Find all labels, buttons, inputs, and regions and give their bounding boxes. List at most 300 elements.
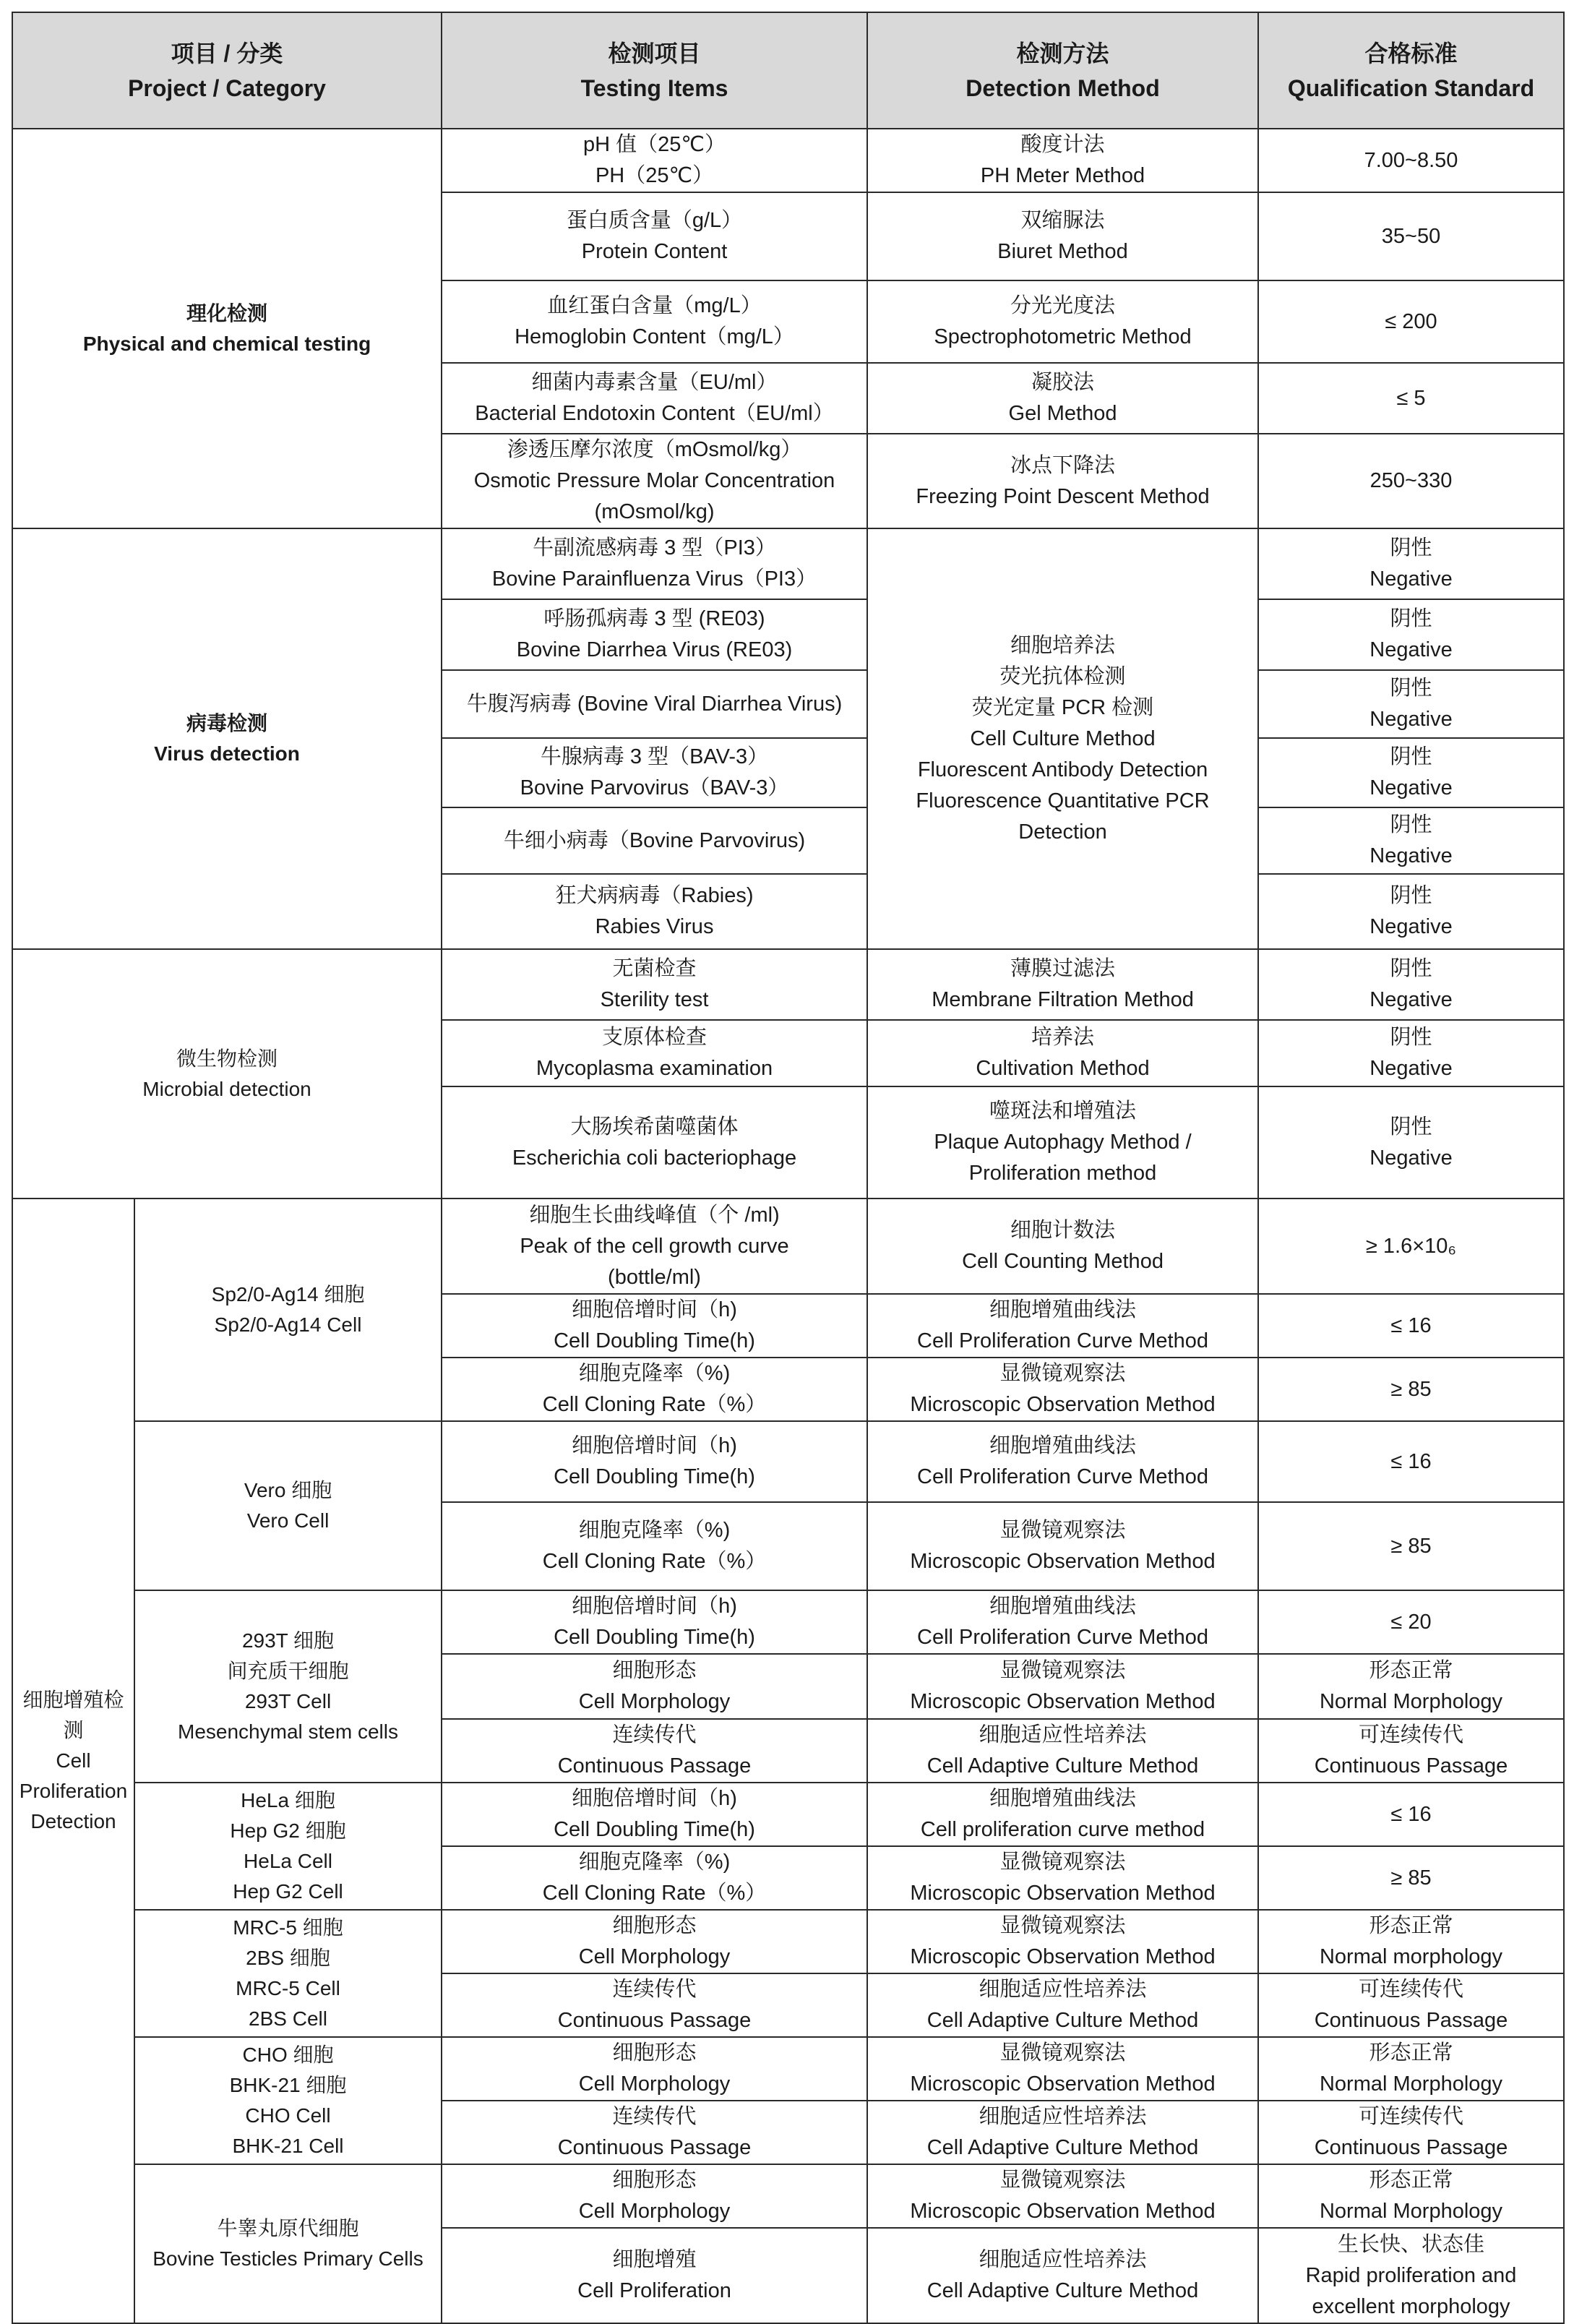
- qualification-standard-cell: [1258, 1654, 1564, 1719]
- qualification-standard-cell: [1258, 874, 1564, 949]
- detection-method-cell: [867, 1502, 1258, 1590]
- table-row: [12, 1783, 1564, 1846]
- detection-method-cell: [867, 1421, 1258, 1502]
- testing-item-cell-line: 细胞生长曲线峰值（个 /ml): [529, 1203, 780, 1227]
- qualification-standard-cell-line: 可连续传代: [1359, 1978, 1464, 2001]
- detection-method-cell-line: PH Meter Method: [980, 164, 1145, 187]
- testing-item-cell-line: 连续传代: [612, 1723, 697, 1746]
- subcategory-cell-line: CHO Cell: [245, 2104, 331, 2127]
- testing-item-cell-line: Cell Morphology: [578, 1690, 731, 1713]
- qualification-standard-cell-line: Rapid proliferation and: [1305, 2263, 1517, 2287]
- qualification-standard-cell-line: ≥ 85: [1390, 1866, 1432, 1890]
- qualification-standard-cell-line: Negative: [1369, 1146, 1453, 1170]
- detection-method-cell: [867, 1199, 1258, 1294]
- header-row: [12, 12, 1564, 129]
- subcategory-cell-line: HeLa 细胞: [241, 1789, 335, 1811]
- table-row: [12, 1590, 1564, 1654]
- qualification-standard-cell: [1258, 2101, 1564, 2164]
- category-cell-line: Cell Proliferation Detection: [19, 1749, 128, 1832]
- detection-method-cell-line: Gel Method: [1008, 402, 1117, 425]
- testing-item-cell: [442, 1783, 867, 1846]
- category-cell: [12, 528, 442, 949]
- testing-item-cell-line: 细胞克隆率（%): [578, 1519, 731, 1542]
- detection-method-cell-line: 细胞适应性培养法: [979, 1978, 1147, 2001]
- qualification-standard-cell: [1258, 599, 1564, 670]
- qualification-standard-cell-line: ≤ 16: [1390, 1313, 1432, 1337]
- detection-method-cell-line: Biuret Method: [997, 240, 1128, 263]
- testing-item-cell-line: Continuous Passage: [557, 2009, 752, 2032]
- header-category: [12, 12, 442, 129]
- detection-method-cell-line: Cell Adaptive Culture Method: [926, 2279, 1199, 2302]
- header-category-en: Project / Category: [128, 74, 326, 101]
- testing-item-cell-line: 牛副流感病毒 3 型（PI3）: [533, 536, 776, 559]
- testing-item-cell-line: 大肠埃希菌噬菌体: [570, 1115, 739, 1139]
- detection-method-cell: [867, 1086, 1258, 1199]
- testing-item-cell-line: Cell Cloning Rate（%）: [542, 1393, 767, 1416]
- detection-method-cell: [867, 1719, 1258, 1783]
- qualification-standard-cell: [1258, 1590, 1564, 1654]
- subcategory-cell-line: CHO 细胞: [242, 2044, 334, 2066]
- subcategory-cell-line: 2BS Cell: [249, 2007, 327, 2030]
- detection-method-cell: [867, 2228, 1258, 2323]
- testing-item-cell: [442, 1590, 867, 1654]
- testing-item-cell-line: Cell Doubling Time(h): [554, 1465, 755, 1488]
- testing-item-cell-line: Bovine Parainfluenza Virus（PI3）: [491, 567, 817, 591]
- testing-item-cell-line: 细胞倍增时间（h): [572, 1434, 737, 1457]
- detection-method-cell: [867, 434, 1258, 528]
- qualification-standard-cell: [1258, 1086, 1564, 1199]
- testing-item-cell-line: Peak of the cell growth curve: [520, 1234, 789, 1258]
- qualification-standard-cell: [1258, 1719, 1564, 1783]
- qualification-standard-cell-line: 250~330: [1369, 469, 1453, 492]
- qualification-standard-cell: [1258, 363, 1564, 434]
- subcategory-cell-line: Sp2/0-Ag14 细胞: [211, 1283, 365, 1305]
- qualification-standard-cell-line: Negative: [1369, 1057, 1453, 1080]
- table-row: [12, 1910, 1564, 1973]
- detection-method-cell-line: Proliferation method: [968, 1162, 1157, 1185]
- subcategory-cell: [134, 1783, 442, 1910]
- detection-method-cell-line: 显微镜观察法: [999, 1519, 1126, 1542]
- testing-item-cell: [442, 1421, 867, 1502]
- subcategory-cell-line: Hep G2 细胞: [230, 1819, 346, 1842]
- detection-method-cell-line: Cell Adaptive Culture Method: [926, 2136, 1199, 2159]
- detection-method-cell: [867, 363, 1258, 434]
- subcategory-cell: [134, 2037, 442, 2164]
- testing-item-cell: [442, 1294, 867, 1358]
- qualification-standard-cell-line: 阴性: [1390, 957, 1432, 980]
- detection-method-cell-line: 凝胶法: [1031, 371, 1095, 394]
- detection-method-cell-line: Microscopic Observation Method: [910, 2200, 1216, 2223]
- qualification-standard-cell: [1258, 1502, 1564, 1590]
- testing-item-cell-line: Sterility test: [600, 988, 709, 1011]
- testing-item-cell: [442, 2101, 867, 2164]
- qualification-standard-cell: [1258, 1020, 1564, 1086]
- testing-item-cell-line: 牛细小病毒（Bovine Parvovirus): [503, 828, 806, 852]
- testing-item-cell-line: Cell Doubling Time(h): [554, 1329, 755, 1352]
- qualification-standard-cell: [1258, 1421, 1564, 1502]
- qualification-standard-cell-line: Negative: [1369, 708, 1453, 731]
- category-cell-line: Physical and chemical testing: [82, 332, 371, 355]
- detection-method-cell-line: 薄膜过滤法: [1010, 957, 1116, 980]
- testing-item-cell: [442, 1086, 867, 1199]
- header-standard-zh: 合格标准: [1364, 40, 1458, 67]
- testing-item-cell-line: 呼肠孤病毒 3 型 (RE03): [543, 607, 765, 630]
- detection-method-cell-line: Cell proliferation curve method: [920, 1818, 1205, 1841]
- detection-method-cell-line: 显微镜观察法: [999, 1362, 1126, 1385]
- testing-item-cell: [442, 1502, 867, 1590]
- detection-method-cell-line: Cell Proliferation Curve Method: [917, 1329, 1208, 1352]
- header-method-zh: 检测方法: [1016, 40, 1109, 67]
- qualification-standard-cell-line: Continuous Passage: [1314, 2009, 1508, 2032]
- detection-method-cell-line: Cell Adaptive Culture Method: [926, 1754, 1199, 1778]
- testing-item-cell: [442, 874, 867, 949]
- header-detection-method: [867, 12, 1258, 129]
- testing-item-cell-line: 细胞形态: [612, 1914, 697, 1937]
- qualification-standard-cell: [1258, 738, 1564, 807]
- subcategory-cell-line: Mesenchymal stem cells: [178, 1720, 398, 1743]
- table-row: [12, 528, 1564, 599]
- detection-method-cell-line: Cultivation Method: [976, 1057, 1150, 1080]
- qualification-standard-cell-line: Continuous Passage: [1314, 1754, 1508, 1778]
- qualification-standard-cell: [1258, 949, 1564, 1020]
- subcategory-cell-line: Vero 细胞: [244, 1479, 332, 1501]
- qualification-standard-cell-line: ≤ 20: [1390, 1610, 1432, 1634]
- qualification-standard-cell: [1258, 670, 1564, 738]
- subcategory-cell-line: Vero Cell: [246, 1509, 330, 1532]
- detection-method-cell-line: 双缩脲法: [1020, 209, 1105, 232]
- testing-item-cell-line: 支原体检查: [602, 1026, 708, 1049]
- qualification-standard-cell-line: 阴性: [1390, 536, 1432, 559]
- testing-item-cell: [442, 1910, 867, 1973]
- qualification-standard-cell-line: excellent morphology: [1312, 2294, 1510, 2318]
- testing-item-cell-line: Hemoglobin Content（mg/L）: [515, 325, 794, 348]
- qualification-standard-cell: [1258, 1358, 1564, 1421]
- detection-method-cell-line: Cell Adaptive Culture Method: [926, 2009, 1199, 2032]
- detection-method-cell-line: 显微镜观察法: [999, 2041, 1126, 2064]
- qualification-standard-cell: [1258, 2228, 1564, 2323]
- qualification-standard-cell: [1258, 192, 1564, 280]
- detection-method-cell-line: Membrane Filtration Method: [932, 988, 1194, 1011]
- detection-method-cell-line: 荧光定量 PCR 检测: [971, 695, 1154, 719]
- detection-method-cell: [867, 1294, 1258, 1358]
- qualification-standard-cell-line: Negative: [1369, 844, 1453, 867]
- testing-item-cell-line: 细胞形态: [612, 1659, 697, 1682]
- qualification-standard-cell-line: 阴性: [1390, 1115, 1432, 1139]
- testing-item-cell-line: (mOsmol/kg): [594, 500, 715, 523]
- testing-item-cell-line: 连续传代: [612, 2105, 697, 2128]
- detection-method-cell: [867, 1846, 1258, 1910]
- testing-item-cell-line: Bacterial Endotoxin Content（EU/ml）: [475, 402, 834, 425]
- detection-method-cell-line: 显微镜观察法: [999, 1914, 1126, 1937]
- detection-method-cell-line: Cell Proliferation Curve Method: [917, 1465, 1208, 1488]
- header-testing-items: [442, 12, 867, 129]
- detection-method-cell: [867, 1020, 1258, 1086]
- subcategory-cell-line: Hep G2 Cell: [233, 1880, 343, 1903]
- qualification-standard-cell: [1258, 129, 1564, 192]
- qualification-standard-cell-line: ≤ 16: [1390, 1449, 1432, 1473]
- detection-method-cell-line: Microscopic Observation Method: [910, 2072, 1216, 2096]
- detection-method-cell-line: 培养法: [1031, 1026, 1095, 1049]
- detection-method-cell: [867, 129, 1258, 192]
- testing-item-cell: [442, 599, 867, 670]
- qualification-standard-cell: [1258, 434, 1564, 528]
- subcategory-cell-line: 间充质干细胞: [227, 1660, 349, 1682]
- detection-method-cell-line: Cell Culture Method: [970, 726, 1156, 750]
- testing-item-cell-line: 狂犬病病毒（Rabies): [555, 884, 754, 907]
- detection-method-cell: [867, 1910, 1258, 1973]
- detection-method-cell: [867, 1590, 1258, 1654]
- detection-method-cell-line: 细胞培养法: [1010, 633, 1116, 657]
- qualification-standard-cell-line: ≥ 85: [1390, 1534, 1432, 1558]
- table-row: [12, 2037, 1564, 2101]
- testing-item-cell-line: 蛋白质含量（g/L）: [566, 209, 743, 232]
- detection-method-cell: [867, 2164, 1258, 2228]
- detection-method-cell: [867, 280, 1258, 363]
- header-qualification-standard: [1258, 12, 1564, 129]
- header-item-zh: 检测项目: [608, 40, 701, 67]
- category-cell: [12, 129, 442, 528]
- detection-method-cell: [867, 192, 1258, 280]
- detection-method-cell: [867, 2037, 1258, 2101]
- testing-item-cell-line: Cell Morphology: [578, 2200, 731, 2223]
- header-method-en: Detection Method: [966, 74, 1160, 101]
- testing-item-cell-line: (bottle/ml): [608, 1265, 701, 1289]
- qualification-standard-cell: [1258, 528, 1564, 599]
- detection-method-cell-line: Fluorescence Quantitative PCR: [916, 789, 1210, 812]
- testing-item-cell: [442, 1654, 867, 1719]
- detection-method-cell-line: 冰点下降法: [1010, 453, 1116, 477]
- qualification-standard-cell-line: 7.00~8.50: [1364, 148, 1458, 172]
- testing-item-cell-line: 细胞形态: [612, 2041, 697, 2064]
- testing-item-cell: [442, 949, 867, 1020]
- subcategory-cell-line: Sp2/0-Ag14 Cell: [214, 1313, 362, 1336]
- testing-item-cell: [442, 670, 867, 738]
- testing-item-cell-line: 连续传代: [612, 1978, 697, 2001]
- qualification-standard-cell-line: 形态正常: [1369, 1914, 1453, 1937]
- qualification-standard-cell-line: Normal Morphology: [1319, 2072, 1503, 2096]
- testing-item-cell: [442, 2228, 867, 2323]
- testing-item-cell: [442, 528, 867, 599]
- table-row: [12, 1199, 1564, 1294]
- detection-method-cell-line: Spectrophotometric Method: [934, 325, 1192, 348]
- testing-item-cell-line: PH（25℃）: [595, 164, 714, 187]
- testing-item-cell-line: Bovine Parvovirus（BAV-3）: [520, 776, 789, 799]
- detection-method-cell-line: Cell Counting Method: [962, 1250, 1164, 1273]
- detection-method-cell-line: Microscopic Observation Method: [910, 1690, 1216, 1713]
- testing-item-cell-line: Cell Doubling Time(h): [554, 1626, 755, 1649]
- detection-method-cell-line: Plaque Autophagy Method /: [934, 1131, 1192, 1154]
- detection-method-cell-line: Microscopic Observation Method: [910, 1945, 1216, 1968]
- qualification-standard-cell-line: Normal Morphology: [1319, 2200, 1503, 2223]
- subcategory-cell-line: 牛睾丸原代细胞: [217, 2217, 359, 2239]
- subcategory-cell-line: HeLa Cell: [244, 1850, 332, 1872]
- subcategory-cell-line: BHK-21 细胞: [229, 2074, 347, 2096]
- testing-item-cell: [442, 363, 867, 434]
- qualification-standard-cell-line: 阴性: [1390, 607, 1432, 630]
- qualification-standard-cell-line: 可连续传代: [1359, 1723, 1464, 1746]
- testing-item-cell-line: 细胞克隆率（%): [578, 1851, 731, 1874]
- qualification-standard-cell: [1258, 1910, 1564, 1973]
- subcategory-cell: [134, 1910, 442, 2037]
- qualification-standard-cell-line: Continuous Passage: [1314, 2136, 1508, 2159]
- qualification-standard-cell: [1258, 1783, 1564, 1846]
- testing-item-cell-line: 细胞形态: [612, 2169, 697, 2192]
- subcategory-cell-line: 2BS 细胞: [246, 1947, 330, 1969]
- detection-method-cell: [867, 949, 1258, 1020]
- quality-standards-table: [12, 12, 1565, 2324]
- testing-item-cell: [442, 807, 867, 874]
- qualification-standard-cell-line: 阴性: [1390, 884, 1432, 907]
- category-cell-line: Virus detection: [154, 742, 300, 765]
- detection-method-cell: [867, 1358, 1258, 1421]
- detection-method-cell-line: 噬斑法和增殖法: [989, 1099, 1137, 1123]
- testing-item-cell-line: 牛腹泻病毒 (Bovine Viral Diarrhea Virus): [466, 692, 843, 716]
- category-cell: [12, 949, 442, 1199]
- qualification-standard-cell-line: Negative: [1369, 567, 1453, 591]
- testing-item-cell-line: Cell Morphology: [578, 1945, 731, 1968]
- qualification-standard-cell-line: 形态正常: [1369, 2169, 1453, 2192]
- testing-item-cell-line: Continuous Passage: [557, 2136, 752, 2159]
- qualification-standard-cell-line: Negative: [1369, 638, 1453, 661]
- category-cell-line: 病毒检测: [186, 712, 268, 734]
- qualification-standard-cell-line: 形态正常: [1369, 2041, 1453, 2064]
- subcategory-cell-line: Bovine Testicles Primary Cells: [152, 2247, 423, 2270]
- testing-item-cell-line: Rabies Virus: [595, 915, 714, 938]
- header-category-zh: 项目 / 分类: [171, 40, 283, 67]
- testing-item-cell-line: 细菌内毒素含量（EU/ml）: [531, 371, 778, 394]
- testing-item-cell: [442, 2164, 867, 2228]
- qualification-standard-cell-line: Negative: [1369, 776, 1453, 799]
- subcategory-cell-line: MRC-5 细胞: [233, 1916, 343, 1939]
- testing-item-cell: [442, 1199, 867, 1294]
- header-item-en: Testing Items: [580, 74, 728, 101]
- qualification-standard-cell-line: ≤ 200: [1385, 309, 1437, 333]
- category-cell-line: 理化检测: [186, 301, 268, 325]
- testing-item-cell: [442, 129, 867, 192]
- detection-method-cell-line: 显微镜观察法: [999, 1851, 1126, 1874]
- detection-method-cell-line: 细胞增殖曲线法: [989, 1787, 1137, 1810]
- category-cell: [12, 1199, 134, 2323]
- subcategory-cell: [134, 2164, 442, 2323]
- detection-method-cell-line: 显微镜观察法: [999, 1659, 1126, 1682]
- testing-item-cell-line: 血红蛋白含量（mg/L）: [547, 294, 762, 317]
- qualification-standard-cell-line: 35~50: [1381, 224, 1441, 248]
- subcategory-cell: [134, 1199, 442, 1421]
- testing-item-cell-line: 牛腺病毒 3 型（BAV-3）: [540, 745, 769, 768]
- table-row: [12, 129, 1564, 192]
- testing-item-cell-line: Escherichia coli bacteriophage: [512, 1146, 797, 1170]
- testing-item-cell-line: Cell Morphology: [578, 2072, 731, 2096]
- subcategory-cell-line: MRC-5 Cell: [236, 1977, 340, 1999]
- qualification-standard-cell-line: 可连续传代: [1359, 2105, 1464, 2128]
- subcategory-cell: [134, 1590, 442, 1783]
- detection-method-cell-line: 细胞增殖曲线法: [989, 1434, 1137, 1457]
- qualification-standard-cell: [1258, 1294, 1564, 1358]
- qualification-standard-cell-line: 阴性: [1390, 745, 1432, 768]
- detection-method-cell: [867, 2101, 1258, 2164]
- testing-item-cell: [442, 738, 867, 807]
- qualification-standard-cell: [1258, 807, 1564, 874]
- testing-item-cell-line: 无菌检查: [612, 957, 697, 980]
- qualification-standard-cell: [1258, 2164, 1564, 2228]
- qualification-standard-cell-line: Negative: [1369, 915, 1453, 938]
- qualification-standard-cell-line: 生长快、状态佳: [1338, 2232, 1485, 2256]
- qualification-standard-cell-line: 阴性: [1390, 677, 1432, 700]
- qualification-standard-cell-line: Negative: [1369, 988, 1453, 1011]
- detection-method-cell-line: Fluorescent Antibody Detection: [917, 758, 1208, 781]
- testing-item-cell: [442, 1719, 867, 1783]
- detection-method-cell-line: Microscopic Observation Method: [910, 1393, 1216, 1416]
- qualification-standard-cell-line: ≥ 1.6×10₆: [1365, 1234, 1457, 1258]
- detection-method-cell-line: 细胞增殖曲线法: [989, 1595, 1137, 1618]
- detection-method-cell-line: 荧光抗体检测: [999, 664, 1126, 688]
- detection-method-cell-line: 细胞适应性培养法: [979, 2105, 1147, 2128]
- subcategory-cell-line: 293T 细胞: [241, 1629, 335, 1652]
- testing-item-cell-line: 细胞倍增时间（h): [572, 1595, 737, 1618]
- testing-item-cell: [442, 1020, 867, 1086]
- testing-item-cell-line: pH 值（25℃）: [583, 133, 726, 156]
- category-cell-line: 细胞增殖检测: [22, 1689, 124, 1741]
- qualification-standard-cell-line: ≤ 5: [1396, 386, 1426, 410]
- category-cell-line: 微生物检测: [176, 1047, 278, 1070]
- detection-method-cell-line: 细胞适应性培养法: [979, 1723, 1147, 1746]
- detection-method-cell-line: 显微镜观察法: [999, 2169, 1126, 2192]
- subcategory-cell-line: 293T Cell: [244, 1690, 332, 1712]
- table-row: [12, 1421, 1564, 1502]
- qualification-standard-cell-line: ≥ 85: [1390, 1377, 1432, 1401]
- qualification-standard-cell-line: 阴性: [1390, 1026, 1432, 1049]
- detection-method-cell-line: 分光光度法: [1010, 294, 1116, 317]
- detection-method-cell-line: Microscopic Observation Method: [910, 1882, 1216, 1905]
- testing-item-cell: [442, 1846, 867, 1910]
- testing-item-cell-line: 渗透压摩尔浓度（mOsmol/kg）: [507, 438, 802, 461]
- detection-method-cell-line: 细胞增殖曲线法: [989, 1298, 1137, 1321]
- detection-method-cell-line: Detection: [1018, 820, 1107, 844]
- qualification-standard-cell-line: Normal morphology: [1319, 1945, 1503, 1968]
- testing-item-cell-line: 细胞克隆率（%): [578, 1362, 731, 1385]
- testing-item-cell-line: Continuous Passage: [557, 1754, 752, 1778]
- testing-item-cell-line: Protein Content: [581, 240, 728, 263]
- detection-method-cell: [867, 528, 1258, 949]
- testing-item-cell-line: Cell Cloning Rate（%）: [542, 1550, 767, 1573]
- testing-item-cell-line: Cell Cloning Rate（%）: [542, 1882, 767, 1905]
- testing-item-cell-line: Cell Proliferation: [577, 2279, 731, 2302]
- qualification-standard-cell-line: 形态正常: [1369, 1659, 1453, 1682]
- table-row: [12, 2164, 1564, 2228]
- table-row: [12, 949, 1564, 1020]
- detection-method-cell-line: 细胞计数法: [1010, 1219, 1116, 1242]
- header-standard-en: Qualification Standard: [1287, 74, 1535, 101]
- qualification-standard-cell-line: 阴性: [1390, 813, 1432, 836]
- testing-item-cell: [442, 1358, 867, 1421]
- detection-method-cell: [867, 1654, 1258, 1719]
- testing-item-cell: [442, 434, 867, 528]
- detection-method-cell: [867, 1783, 1258, 1846]
- qualification-standard-cell: [1258, 1973, 1564, 2037]
- subcategory-cell: [134, 1421, 442, 1590]
- testing-item-cell-line: 细胞倍增时间（h): [572, 1298, 737, 1321]
- testing-item-cell-line: Bovine Diarrhea Virus (RE03): [516, 638, 793, 661]
- detection-method-cell: [867, 1973, 1258, 2037]
- qualification-standard-cell-line: Normal Morphology: [1319, 1690, 1503, 1713]
- qualification-standard-cell-line: ≤ 16: [1390, 1802, 1432, 1826]
- detection-method-cell-line: Freezing Point Descent Method: [916, 484, 1210, 508]
- testing-item-cell-line: Cell Doubling Time(h): [554, 1818, 755, 1841]
- subcategory-cell-line: BHK-21 Cell: [232, 2135, 344, 2157]
- qualification-standard-cell: [1258, 1846, 1564, 1910]
- testing-item-cell: [442, 1973, 867, 2037]
- testing-item-cell: [442, 280, 867, 363]
